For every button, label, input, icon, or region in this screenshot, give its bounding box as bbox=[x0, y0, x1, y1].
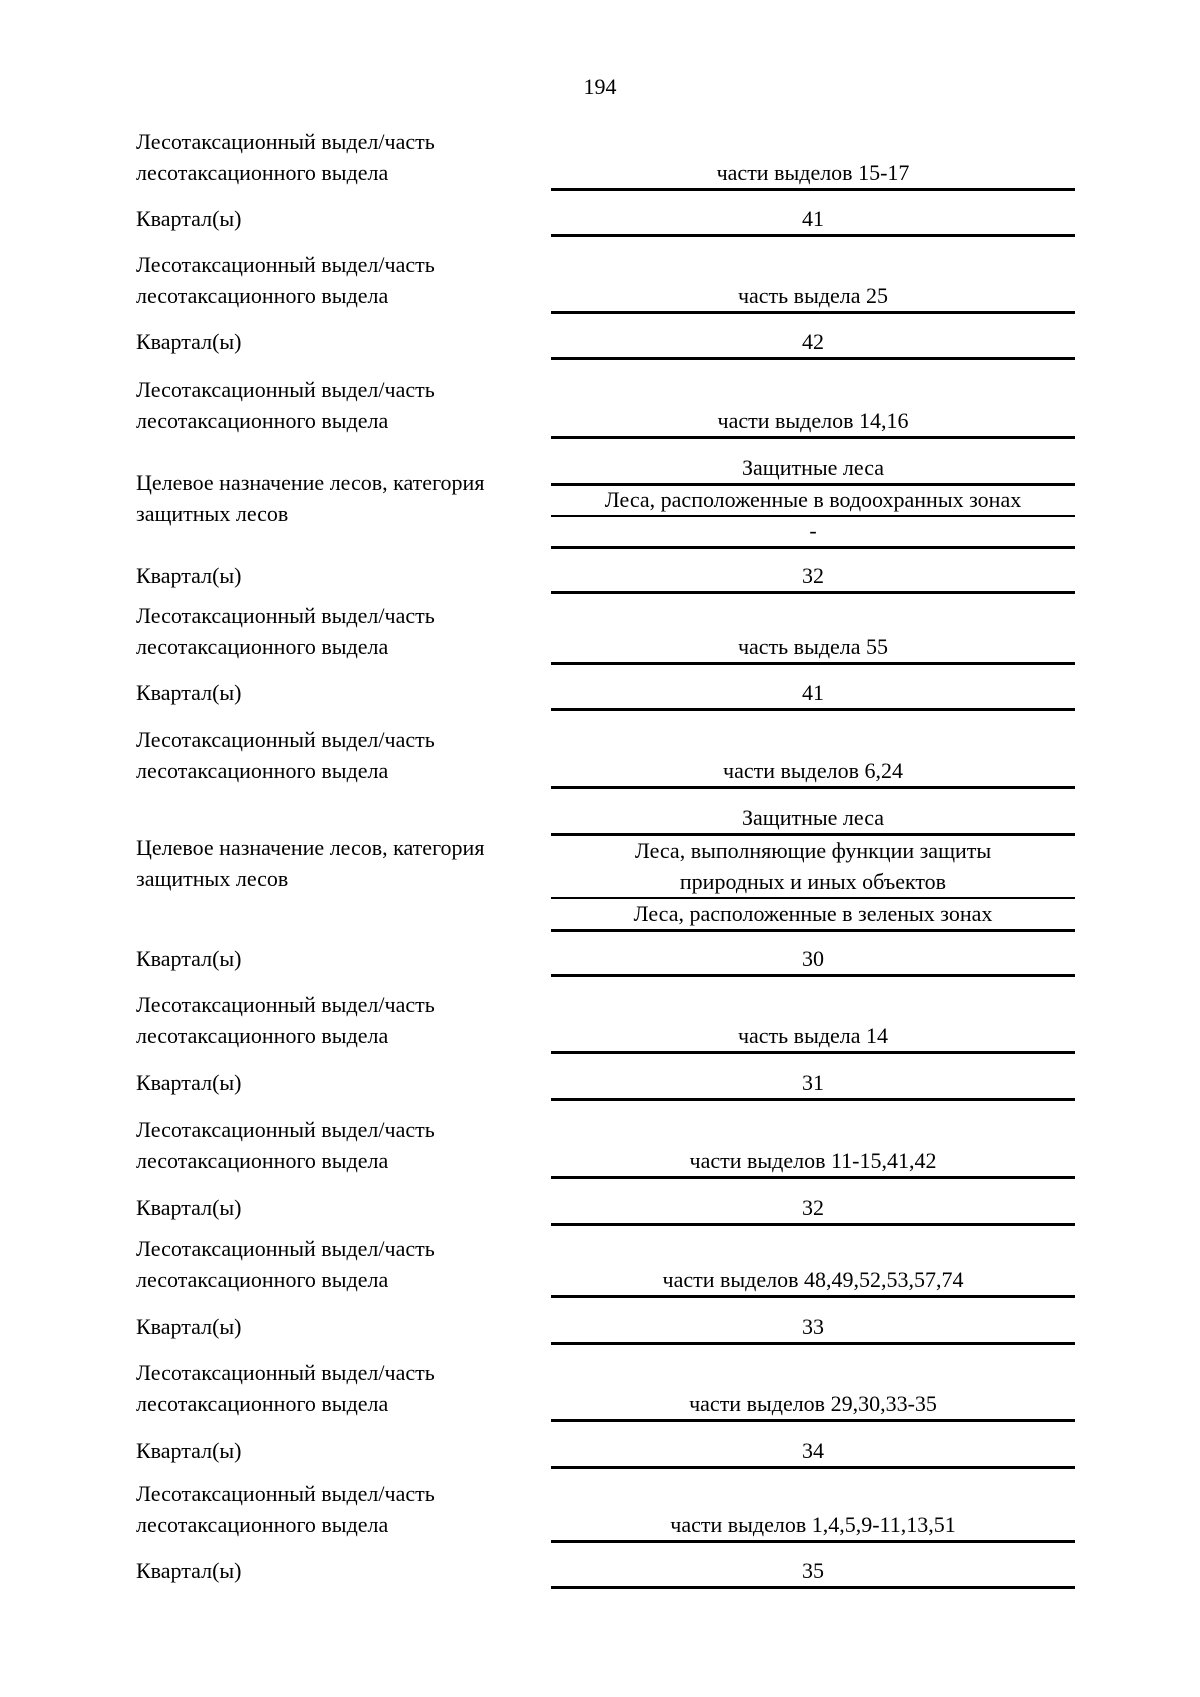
label-kvartal: Квартал(ы) bbox=[136, 1195, 242, 1220]
label-vydel-line2: лесотаксационного выдела bbox=[136, 1512, 389, 1537]
label-purpose-line1: Целевое назначение лесов, категория bbox=[136, 470, 485, 495]
label-vydel-line2: лесотаксационного выдела bbox=[136, 1391, 389, 1416]
label-purpose-line1: Целевое назначение лесов, категория bbox=[136, 835, 485, 860]
value-kvartal: 34 bbox=[551, 1435, 1075, 1469]
value-vydel: части выделов 48,49,52,53,57,74 bbox=[551, 1264, 1075, 1298]
value-purpose-subcategory-line2: природных и иных объектов bbox=[679, 869, 947, 894]
label-vydel-line1: Лесотаксационный выдел/часть bbox=[136, 1360, 435, 1385]
value-kvartal: 32 bbox=[551, 560, 1075, 594]
value-vydel: часть выдела 14 bbox=[551, 1020, 1075, 1054]
label-vydel-line1: Лесотаксационный выдел/часть bbox=[136, 252, 435, 277]
value-kvartal: 30 bbox=[551, 943, 1075, 977]
label-vydel-line1: Лесотаксационный выдел/часть bbox=[136, 1481, 435, 1506]
label-kvartal: Квартал(ы) bbox=[136, 1558, 242, 1583]
label-vydel-line2: лесотаксационного выдела bbox=[136, 1148, 389, 1173]
label-purpose-line2: защитных лесов bbox=[136, 866, 289, 891]
label-vydel-line2: лесотаксационного выдела bbox=[136, 283, 389, 308]
label-vydel-line1: Лесотаксационный выдел/часть bbox=[136, 129, 435, 154]
value-vydel: части выделов 14,16 bbox=[551, 405, 1075, 439]
label-purpose-line2: защитных лесов bbox=[136, 501, 289, 526]
value-purpose-category: Защитные леса bbox=[551, 452, 1075, 486]
value-kvartal: 35 bbox=[551, 1555, 1075, 1589]
label-vydel-line2: лесотаксационного выдела bbox=[136, 758, 389, 783]
value-vydel: части выделов 6,24 bbox=[551, 755, 1075, 789]
value-vydel: части выделов 15-17 bbox=[551, 157, 1075, 191]
value-kvartal: 41 bbox=[551, 203, 1075, 237]
value-purpose-subcategory bbox=[551, 835, 1075, 899]
label-vydel-line2: лесотаксационного выдела bbox=[136, 634, 389, 659]
label-vydel-line1: Лесотаксационный выдел/часть bbox=[136, 377, 435, 402]
label-vydel-line1: Лесотаксационный выдел/часть bbox=[136, 727, 435, 752]
value-purpose-subcategory: Леса, расположенные в водоохранных зонах bbox=[551, 484, 1075, 517]
label-kvartal: Квартал(ы) bbox=[136, 206, 242, 231]
value-kvartal: 41 bbox=[551, 677, 1075, 711]
label-kvartal: Квартал(ы) bbox=[136, 1070, 242, 1095]
label-vydel-line2: лесотаксационного выдела bbox=[136, 1023, 389, 1048]
value-purpose-extra: Леса, расположенные в зеленых зонах bbox=[551, 898, 1075, 932]
value-kvartal: 32 bbox=[551, 1192, 1075, 1226]
label-vydel-line1: Лесотаксационный выдел/часть bbox=[136, 992, 435, 1017]
label-vydel-line1: Лесотаксационный выдел/часть bbox=[136, 1236, 435, 1261]
label-kvartal: Квартал(ы) bbox=[136, 1314, 242, 1339]
value-kvartal: 33 bbox=[551, 1311, 1075, 1345]
label-vydel-line1: Лесотаксационный выдел/часть bbox=[136, 1117, 435, 1142]
value-vydel: части выделов 11-15,41,42 bbox=[551, 1145, 1075, 1179]
label-vydel-line2: лесотаксационного выдела bbox=[136, 160, 389, 185]
value-kvartal: 42 bbox=[551, 326, 1075, 360]
value-vydel: части выделов 29,30,33-35 bbox=[551, 1388, 1075, 1422]
label-vydel-line2: лесотаксационного выдела bbox=[136, 408, 389, 433]
label-kvartal: Квартал(ы) bbox=[136, 946, 242, 971]
page-number: 194 bbox=[583, 74, 617, 99]
value-kvartal: 31 bbox=[551, 1067, 1075, 1101]
value-purpose-category: Защитные леса bbox=[551, 802, 1075, 836]
label-kvartal: Квартал(ы) bbox=[136, 329, 242, 354]
value-purpose-extra: - bbox=[551, 515, 1075, 549]
label-kvartal: Квартал(ы) bbox=[136, 563, 242, 588]
label-vydel-line2: лесотаксационного выдела bbox=[136, 1267, 389, 1292]
label-kvartal: Квартал(ы) bbox=[136, 680, 242, 705]
label-vydel-line1: Лесотаксационный выдел/часть bbox=[136, 603, 435, 628]
value-vydel: части выделов 1,4,5,9-11,13,51 bbox=[551, 1509, 1075, 1543]
value-vydel: часть выдела 55 bbox=[551, 631, 1075, 665]
label-kvartal: Квартал(ы) bbox=[136, 1438, 242, 1463]
value-vydel: часть выдела 25 bbox=[551, 280, 1075, 314]
value-purpose-subcategory-line1: Леса, выполняющие функции защиты bbox=[634, 838, 992, 863]
